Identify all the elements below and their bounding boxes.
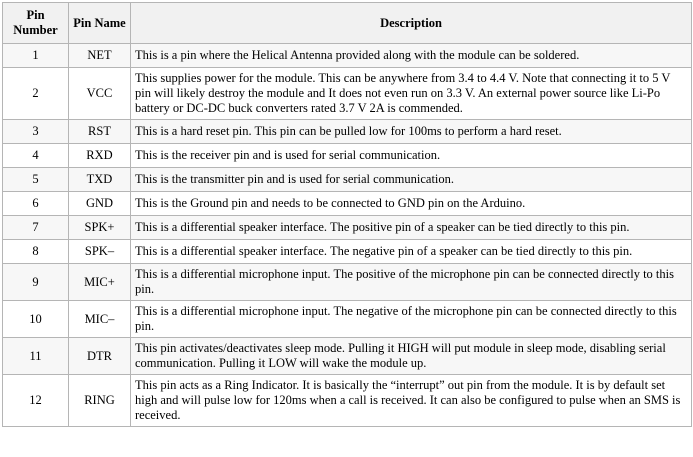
pin-name-cell: VCC [69,68,131,120]
pin-name-cell: SPK+ [69,216,131,240]
pin-name-cell: SPK– [69,240,131,264]
pin-number-cell: 5 [3,168,69,192]
table-row [3,120,692,144]
pin-description-cell: This is a differential speaker interface. The negative pin of a speaker can be tied directly to this pin. [131,240,692,264]
pin-name-cell: MIC+ [69,264,131,301]
pin-name-cell: DTR [69,338,131,375]
pin-number-cell: 10 [3,301,69,338]
table-row [3,338,692,375]
table-row [3,144,692,168]
table-row [3,168,692,192]
header-pin-name: Pin Name [69,3,131,44]
pin-description-cell: This is a hard reset pin. This pin can be pulled low for 100ms to perform a hard reset. [131,120,692,144]
pin-description-cell: This is a differential microphone input. The negative of the microphone pin can be connected directly to this pin. [131,301,692,338]
pin-number-cell: 4 [3,144,69,168]
pin-name-cell: RXD [69,144,131,168]
pin-description-cell: This pin acts as a Ring Indicator. It is basically the “interrupt” out pin from the module. It is by default set high and will pulse low for 120ms when a call is received. It can also be configured to pulse when an SMS is received. [131,375,692,427]
header-description: Description [131,3,692,44]
table-row [3,44,692,68]
pin-number-cell: 12 [3,375,69,427]
pin-name-cell: RING [69,375,131,427]
pin-number-cell: 2 [3,68,69,120]
pin-description-cell: This pin activates/deactivates sleep mode. Pulling it HIGH will put module in sleep mode, disabling serial communication. Pulling it LOW will wake the module up. [131,338,692,375]
pin-name-cell: TXD [69,168,131,192]
pin-description-cell: This is a pin where the Helical Antenna provided along with the module can be soldered. [131,44,692,68]
pin-table-container [2,2,691,427]
pin-name-cell: GND [69,192,131,216]
table-row [3,264,692,301]
pin-number-cell: 11 [3,338,69,375]
table-row [3,301,692,338]
table-row [3,216,692,240]
header-pin-number: Pin Number [3,3,69,44]
pin-number-cell: 9 [3,264,69,301]
table-row [3,375,692,427]
pin-number-cell: 6 [3,192,69,216]
pin-name-cell: RST [69,120,131,144]
pin-description-cell: This is a differential speaker interface. The positive pin of a speaker can be tied directly to this pin. [131,216,692,240]
pin-description-cell: This is the Ground pin and needs to be connected to GND pin on the Arduino. [131,192,692,216]
pin-description-cell: This is the transmitter pin and is used for serial communication. [131,168,692,192]
pin-description-cell: This is the receiver pin and is used for serial communication. [131,144,692,168]
pin-number-cell: 7 [3,216,69,240]
pin-number-cell: 8 [3,240,69,264]
table-row [3,192,692,216]
table-header-row [3,3,692,44]
table-row [3,240,692,264]
table-row [3,68,692,120]
pin-name-cell: MIC– [69,301,131,338]
pin-number-cell: 1 [3,44,69,68]
pin-description-table [2,2,692,427]
pin-name-cell: NET [69,44,131,68]
pin-number-cell: 3 [3,120,69,144]
pin-description-cell: This is a differential microphone input. The positive of the microphone pin can be connected directly to this pin. [131,264,692,301]
pin-description-cell: This supplies power for the module. This can be anywhere from 3.4 to 4.4 V. Note that connecting it to 5 V pin will likely destroy the module and It does not even run on 3.3 V. An external power source like Li-Po battery or DC-DC buck converters rated 3.7 V 2A is commended. [131,68,692,120]
